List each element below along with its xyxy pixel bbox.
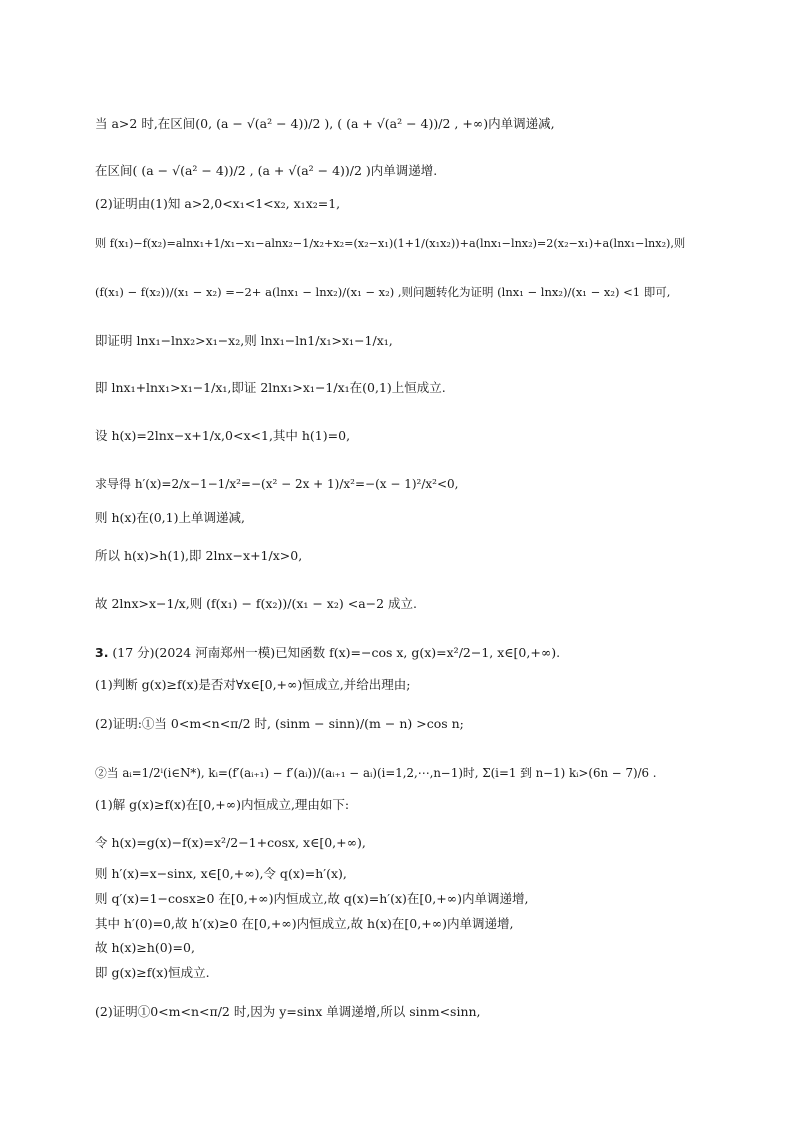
text-line: ②当 aᵢ=1/2ⁱ(i∈N*), kᵢ=(f′(aᵢ₊₁) − f′(aᵢ))/(aᵢ₊₁ − aᵢ)(i=1,2,⋯,n−1)时, Σ(i=1 到 n−1) kᵢ>(6n − 7)/6 . [95, 766, 657, 780]
text-line: 令 h(x)=g(x)−f(x)=x²/2−1+cosx, x∈[0,+∞), [95, 835, 366, 850]
text-line: (2)证明由(1)知 a>2,0<x₁<1<x₂, x₁x₂=1, [95, 196, 341, 211]
text-line: 即 g(x)≥f(x)恒成立. [95, 965, 210, 980]
text-line: 则 h(x)在(0,1)上单调递减, [95, 510, 245, 525]
text-line: 所以 h(x)>h(1),即 2lnx−x+1/x>0, [95, 548, 303, 563]
text-line: 其中 h′(0)=0,故 h′(x)≥0 在[0,+∞)内恒成立,故 h(x)在[0,+∞)内单调递增, [95, 916, 514, 931]
text-line: (f(x₁) − f(x₂))/(x₁ − x₂) =−2+ a(lnx₁ − lnx₂)/(x₁ − x₂) ,则问题转化为证明 (lnx₁ − lnx₂)/(x₁ − x₂) <1 即可, [95, 285, 671, 299]
text-line: 则 h′(x)=x−sinx, x∈[0,+∞),令 q(x)=h′(x), [95, 866, 347, 881]
text-line: (2)证明:①当 0<m<n<π/2 时, (sinm − sinn)/(m − n) >cos n; [95, 716, 464, 731]
text-line: (2)证明①0<m<n<π/2 时,因为 y=sinx 单调递增,所以 sinm<sinn, [95, 1004, 481, 1019]
text-line: (1)判断 g(x)≥f(x)是否对∀x∈[0,+∞)恒成立,并给出理由; [95, 677, 411, 692]
problem-header: 3. (17 分)(2024 河南郑州一模)已知函数 f(x)=−cos x, g(x)=x²/2−1, x∈[0,+∞). [95, 645, 561, 660]
text-line: 求导得 h′(x)=2/x−1−1/x²=−(x² − 2x + 1)/x²=−(x − 1)²/x²<0, [95, 477, 459, 491]
text-line: (1)解 g(x)≥f(x)在[0,+∞)内恒成立,理由如下: [95, 797, 350, 812]
text-line: 当 a>2 时,在区间(0, (a − √(a² − 4))/2 ), ( (a + √(a² − 4))/2 , +∞)内单调递减, [95, 116, 555, 131]
text-line: 设 h(x)=2lnx−x+1/x,0<x<1,其中 h(1)=0, [95, 428, 351, 443]
text-line: 则 q′(x)=1−cosx≥0 在[0,+∞)内恒成立,故 q(x)=h′(x)在[0,+∞)内单调递增, [95, 891, 529, 906]
text-line: 在区间( (a − √(a² − 4))/2 , (a + √(a² − 4))/2 )内单调递增. [95, 163, 438, 178]
text-line: 即证明 lnx₁−lnx₂>x₁−x₂,则 lnx₁−ln1/x₁>x₁−1/x₁, [95, 333, 393, 348]
problem-number: 3. [95, 645, 109, 660]
text-line: 则 f(x₁)−f(x₂)=alnx₁+1/x₁−x₁−alnx₂−1/x₂+x₂=(x₂−x₁)(1+1/(x₁x₂))+a(lnx₁−lnx₂)=2(x₂−x₁)+a(lnx₁−lnx₂),则 [95, 237, 686, 250]
text-line: 故 2lnx>x−1/x,则 (f(x₁) − f(x₂))/(x₁ − x₂) <a−2 成立. [95, 596, 418, 611]
text-line: 故 h(x)≥h(0)=0, [95, 940, 195, 955]
text-line: 即 lnx₁+lnx₁>x₁−1/x₁,即证 2lnx₁>x₁−1/x₁在(0,1)上恒成立. [95, 380, 446, 395]
